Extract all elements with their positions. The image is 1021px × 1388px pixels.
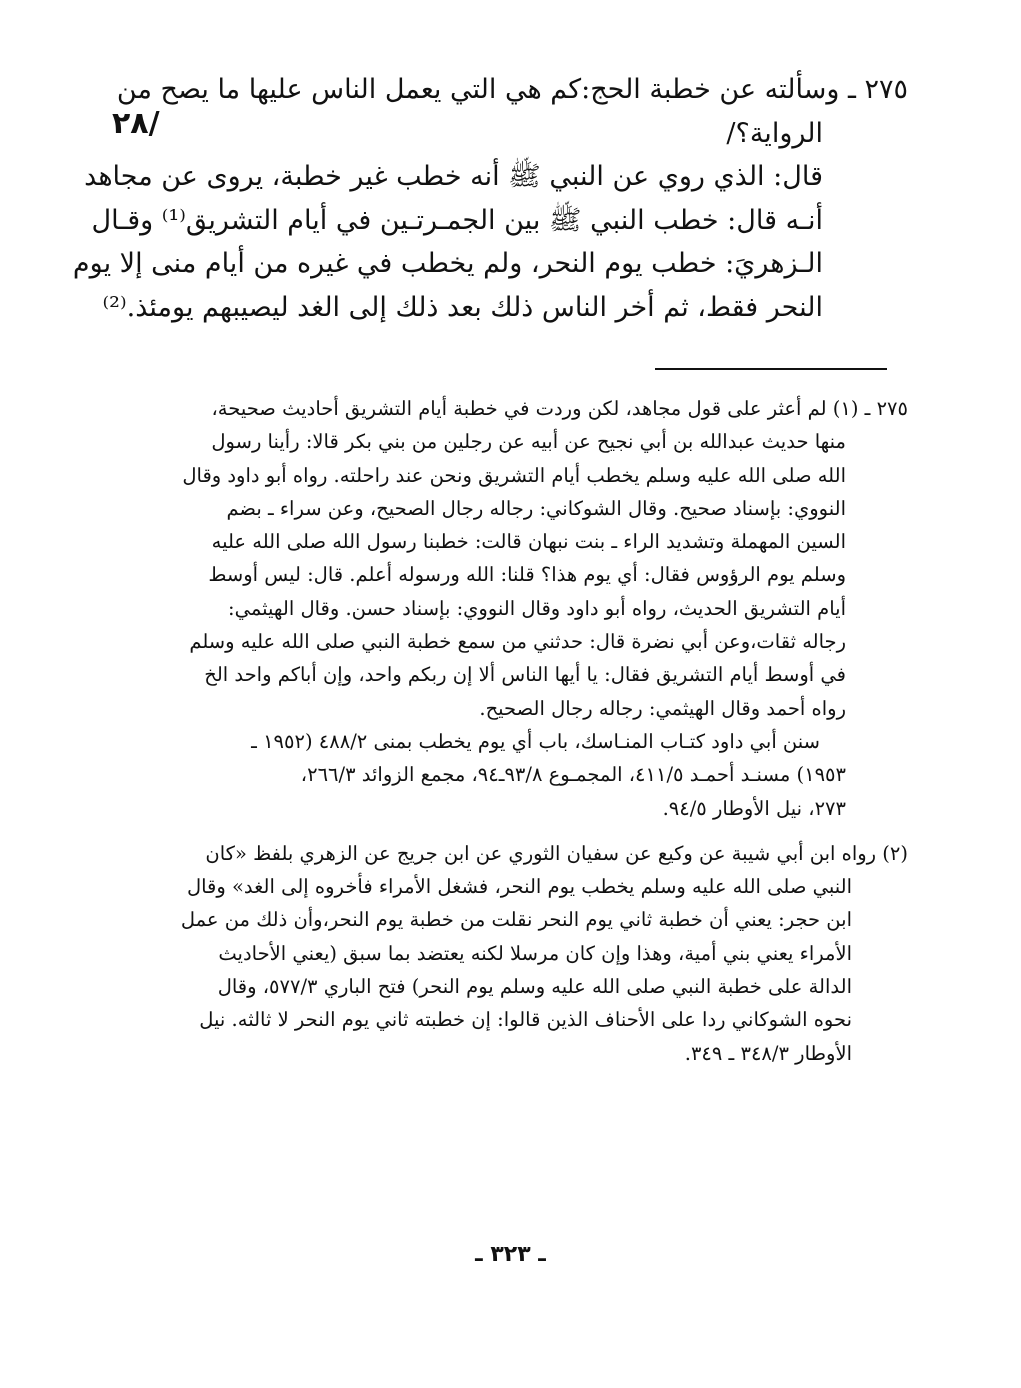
main-line: أنـه قال: خطب النبي ﷺ بين الجمـرتـين في أيام التشريق⁽¹⁾ وقـال (91, 204, 823, 236)
footnote-line: النبي صلى الله عليه وسلم يخطب يوم النحر، فشغل الأمراء فأخروه إلى الغد» وقال (186, 875, 852, 899)
footnotes (118, 392, 908, 1070)
footnote-source-line: سنن أبي داود كتـاب المنـاسك، باب أي يوم يخطب بمنى ٤٨٨/٢ (١٩٥٢ ـ (251, 729, 820, 753)
footnote-line: الأوطار ٣٤٨/٣ ـ ٣٤٩. (684, 1041, 852, 1065)
main-line: ٢٧٥ ـ وسألته عن خطبة الحج:كم هي التي يعمل الناس عليها ما يصح من (116, 74, 908, 105)
footnote-line: أيام التشريق الحديث، رواه أبو داود وقال النووي: بإسناد حسن. وقال الهيثمي: (228, 596, 846, 620)
footnote-line: ابن حجر: يعني أن خطبة ثاني يوم النحر نقلت من خطبة يوم النحر،وأن ذلك من عمل (180, 908, 852, 932)
main-line: قال: الذي روي عن النبي ﷺ أنه خطب غير خطبة، يروى عن مجاهد (84, 161, 823, 192)
footnote-divider (655, 368, 887, 370)
footnote-line: ٢٧٥ ـ (١) لم أعثر على قول مجاهد، لكن وردت في خطبة أيام التشريق أحاديث صحيحة، (211, 397, 908, 420)
footnote-2 (118, 837, 908, 1070)
footnote-line: السين المهملة وتشديد الراء ـ بنت نبهان قالت: خطبنا رسول الله صلى الله عليه (211, 530, 846, 554)
main-line: الرواية؟/ (726, 117, 823, 149)
footnote-line: في أوسط أيام التشريق فقال: يا أيها الناس ألا إن ربكم واحد، وإن أباكم واحد الخ (204, 663, 846, 687)
footnote-line: رجاله ثقات،وعن أبي نضرة قال: حدثني من سمع خطبة النبي صلى الله عليه وسلم (189, 630, 846, 654)
footnote-1 (118, 392, 908, 825)
footnote-line: رواه أحمد وقال الهيثمي: رجاله رجال الصحيح. (479, 696, 846, 720)
margin-reference: ٢٨/ (112, 106, 160, 141)
footnote-line: الدالة على خطبة النبي صلى الله عليه وسلم يوم النحر) فتح الباري ٥٧٧/٣، وقال (217, 975, 852, 999)
footnote-line: الأمراء يعني بني أمية، وهذا وإن كان مرسلا لكنه يعتضد بما سبق (يعني الأحاديث (218, 941, 852, 965)
main-line: النحر فقط، ثم أخر الناس ذلك بعد ذلك إلى الغد ليصيبهم يومئذ.⁽²⁾ (102, 291, 823, 323)
footnote-source-line: ١٩٥٣) مسنـد أحمـد ٤١١/٥، المجمـوع ٩٣/٨ـ٩٤، مجمع الزوائد ٢٦٦/٣، (300, 763, 846, 787)
footnote-line: الله صلى الله عليه وسلم يخطب أيام التشريق ونحن عند راحلته. رواه أبو داود وقال (182, 463, 846, 487)
footnote-line: وسلم يوم الرؤوس فقال: أي يوم هذا؟ قلنا: الله ورسوله أعلم. قال: ليس أوسط (208, 563, 846, 587)
footnote-line: (٢) رواه ابن أبي شيبة عن وكيع عن سفيان الثوري عن ابن جريج عن الزهري بلفظ «كان (205, 841, 908, 865)
main-line: الـزهريَ: خطب يوم النحر، ولم يخطب في غيره من أيام منى إلا يوم (72, 248, 823, 279)
footnote-line: النووي: بإسناد صحيح. وقال الشوكاني: رجاله رجال الصحيح، وعن سراء ـ بضم (226, 496, 846, 520)
footnote-source-line: ٢٧٣، نيل الأوطار ٩٤/٥. (662, 796, 846, 820)
page-number: ـ ٣٢٣ ـ (475, 1242, 546, 1267)
footnote-line: نحوه الشوكاني ردا على الأحناف الذين قالوا: إن خطبته ثاني يوم النحر لا ثالثه. نيل (199, 1008, 852, 1032)
footnote-line: منها حديث عبدالله بن أبي نجيح عن أبيه عن رجلين من بني بكر قالا: رأينا رسول (211, 430, 846, 454)
